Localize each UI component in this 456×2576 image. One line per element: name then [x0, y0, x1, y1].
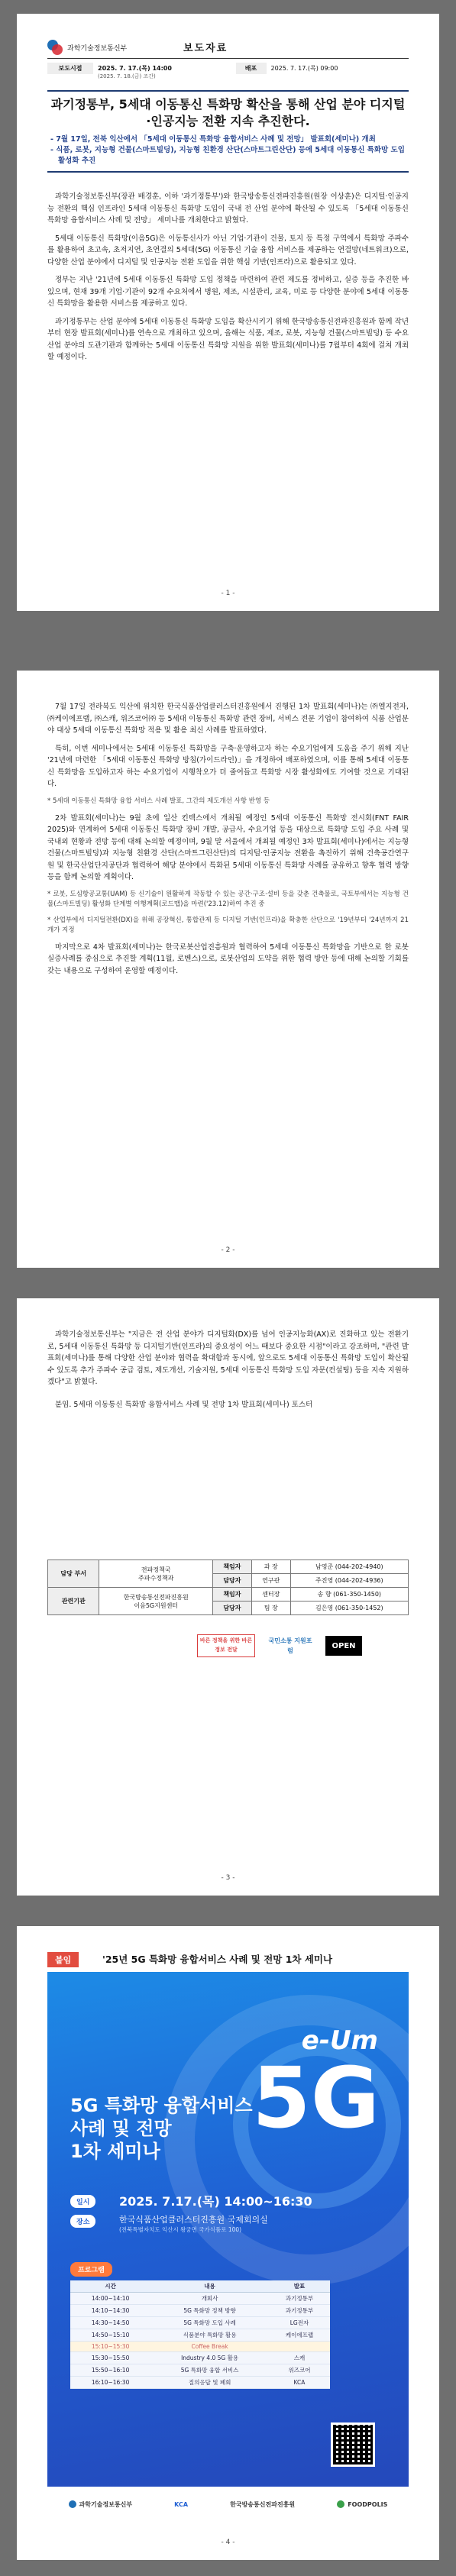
- paragraph: 특히, 이번 세미나에서는 5세대 이동통신 특화망을 구축·운영하고자 하는 수요기업에게 도움을 주기 위해 지난 '21년에 마련한 「5세대 이동통신 특화망 방침(가이드라인)」을 개정하여 배포하였으며, 이를 통해 5세대 이동통신 특화망을 도입하고자 하는 수요기업이 시행착오가 더 줄어들고 특화망 시장 활성화에도 기여할 것으로 기대된다.: [47, 744, 409, 788]
- table-row: [48, 1588, 409, 1602]
- embargo-row: [47, 63, 409, 82]
- table-header-row: 시간 내용 발표: [70, 2280, 330, 2293]
- page-number: - 2 -: [221, 1246, 235, 1254]
- name-cell: 송 향 (061-350-1450): [290, 1588, 408, 1602]
- role-cell: 담당자: [212, 1574, 251, 1588]
- table-row: [48, 1560, 409, 1574]
- title-cell: 센터장: [251, 1588, 290, 1602]
- footnote: * 5세대 이동통신 특화망 융합 서비스 사례 발표, 그간의 제도개선 사항 반영 등: [47, 797, 270, 805]
- 5g-logo: 5G: [252, 2049, 380, 2147]
- press-page-1: [17, 14, 439, 611]
- attachment-title: '25년 5G 특화망 융합서비스 사례 및 전망 1차 세미나: [102, 1954, 333, 1965]
- doc-type-title: 보도자료: [183, 43, 228, 54]
- release-value: 2025. 7. 17.(목) 09:00: [270, 65, 338, 72]
- eum-logo: e-Um: [301, 2025, 378, 2056]
- title-cell: 과 장: [251, 1560, 290, 1574]
- body-text: [47, 1329, 409, 1417]
- date-tag: 일시: [70, 2195, 95, 2208]
- dept-label: 담당 부서: [48, 1560, 99, 1588]
- footer-org: KCA: [174, 2500, 189, 2508]
- page-number: - 1 -: [221, 590, 235, 597]
- paragraph: 7월 17일 전라북도 익산에 위치한 한국식품산업클러스터진흥원에서 진행된 1차 발표회(세미나)는 ㈜엘지전자, ㈜케이에프랩, ㈜스캐, 위즈코어㈜ 등 5세대 이동통신 특화망 관련 장비, 서비스 전문 기업이 참여하여 식품 산업분야 대상 5세대 이동통신 특화망 적용 및 활용 최신 사례를 발표하였다.: [47, 703, 409, 735]
- role-cell: 담당자: [212, 1602, 251, 1615]
- table-row: 16:10~16:30 질의응답 및 폐회 KCA: [70, 2377, 330, 2389]
- attachment-tag: 붙임: [47, 1952, 79, 1967]
- divider: [47, 58, 409, 59]
- table-row: 14:10~14:30 5G 특화망 정책 방향 과기정통부: [70, 2305, 330, 2317]
- table-row: 14:30~14:50 5G 특화망 도입 사례 LG전자: [70, 2317, 330, 2329]
- headline: 과기정통부, 5세대 이동통신 특화망 확산을 통해 산업 분야 디지털·인공지능 전환 지속 추진한다.: [50, 97, 406, 128]
- paragraph: 과학기술정보통신부(장관 배경훈, 이하 '과기정통부')와 한국방송통신전파진흥원(원장 이상훈)은 디지털·인공지능 전환의 핵심 인프라인 5세대 이동통신 특화망 도입이 국내 전 산업 분야에 확산될 수 있도록 「5세대 이동통신 특화망 융합서비스 사례 및 전망」 세미나를 개최한다고 밝혔다.: [47, 192, 409, 225]
- ministry-logo: [47, 40, 127, 55]
- release-label: 배포: [236, 63, 267, 74]
- table-row: 14:00~14:10 개회사 과기정통부: [70, 2293, 330, 2305]
- embargo-label: 보도시점: [47, 63, 93, 74]
- summary-bullet: - 식품, 로봇, 지능형 건물(스마트빌딩), 지능형 친환경 산단(스마트그린산단) 등에 5세대 이동통신 특화망 도입 활성화 추진: [50, 146, 405, 165]
- press-page-4: [17, 1926, 439, 2560]
- footnote: * 산업부에서 디지털전환(DX)을 위해 공장혁신, 통합관제 등 디지털 기반(인프라)을 확충한 산단으로 '19년부터 '24년까지 21개가 지정: [47, 916, 409, 934]
- program-label: 프로그램: [70, 2262, 112, 2277]
- headline-box: [47, 90, 409, 173]
- paragraph: 5세대 이동통신 특화망(이음5G)은 이동통신사가 아닌 기업·기관이 건물, 토지 등 특정 구역에서 특화망 주파수를 활용하여 초고속, 초저지연, 초연결의 5세대(5G) 이동통신 기술 융합 서비스를 제공하는 연결망(네트워크)으로, 다양한 산업 분야에서 디지털 및 인공지능 전환 도입을 위한 핵심 기반(인프라)으로 활용되고 있다.: [47, 234, 409, 267]
- footnote: * 로봇, 도심항공교통(UAM) 등 신기술이 원활하게 작동할 수 있는 공간·구조·설비 등을 갖춘 건축물로, 국토부에서는 지능형 건물(스마트빌딩) 활성화 단계별 이행계획(로드맵)을 마련('23.12)하여 추진 중: [47, 890, 409, 908]
- body-text: [47, 701, 409, 983]
- policy-logo: 바른 정책을 위한 바른 정보 전달: [197, 1634, 255, 1657]
- title-cell: 팀 장: [251, 1602, 290, 1615]
- table-row: 15:30~15:50 Industry 4.0 5G 활용 스캐: [70, 2352, 330, 2364]
- ministry-emblem-icon: [47, 40, 63, 55]
- name-cell: 김은영 (061-350-1452): [290, 1602, 408, 1615]
- paragraph: 과학기술정보통신부는 "지금은 전 산업 분야가 디지털화(DX)를 넘어 인공지능화(AX)로 진화하고 있는 전환기로, 5세대 이동통신 특화망 등 디지털기반(인프라)의 중요성이 어느 때보다 중요한 시점"이라고 강조하며, "관련 발표회(세미나)를 통해 다양한 산업 분야와 협력을 확대함과 동시에, 앞으로도 5세대 이동통신 특화망 도입이 확산될 수 있도록 추가 주파수 공급 검토, 제도개선, 기술지원, 5세대 이동통신 특화망 도입 자문(컨설팅) 등을 지속 지원하겠다"고 밝혔다.: [47, 1330, 409, 1386]
- page-number: - 3 -: [221, 1874, 235, 1882]
- qr-code-icon: [331, 2422, 375, 2467]
- poster-title: 5G 특화망 융합서비스 사례 및 전망 1차 세미나: [70, 2095, 253, 2162]
- footer-org: FOODPOLIS: [337, 2500, 387, 2508]
- title-cell: 연구관: [251, 1574, 290, 1588]
- contact-table: [47, 1559, 409, 1615]
- paragraph: 정부는 지난 '21년에 5세대 이동통신 특화망 도입 정책을 마련하여 관련 제도를 정비하고, 실증 등을 추진한 바 있으며, 현재 39개 기업·기관이 92개 수요처에서 병원, 제조, 시설관리, 교육, 미로 등 다양한 분야에 5세대 이동통신 특화망을 활용한 서비스를 제공하고 있다.: [47, 276, 409, 308]
- open-logo: OPEN: [325, 1636, 362, 1656]
- page-number: - 4 -: [221, 2539, 235, 2546]
- paragraph: 마지막으로 4차 발표회(세미나)는 한국로봇산업진흥원과 협력하여 5세대 이동통신 특화망을 기반으로 한 로봇 실증사례를 중심으로 추진할 계획(11월, 로벤스)으로, 로봇산업의 도약을 위한 협력 방안 등에 대해 논의할 기회를 갖는 내용으로 구성하여 운영할 예정이다.: [47, 942, 409, 975]
- rel-label: 관련기관: [48, 1588, 99, 1615]
- name-cell: 주진영 (044-202-4936): [290, 1574, 408, 1588]
- ministry-emblem-icon: [69, 2500, 76, 2508]
- program-table: [70, 2280, 330, 2389]
- ministry-name: 과학기술정보통신부: [67, 44, 128, 53]
- summary-bullet: - 7월 17일, 전북 익산에서 「5세대 이동통신 특화망 융합서비스 사례 및 전망」 발표회(세미나) 개최: [50, 135, 376, 144]
- event-date: 2025. 7.17.(목) 14:00~16:30: [119, 2194, 312, 2209]
- dept-name: 전파정책국 주파수정책과: [99, 1560, 213, 1588]
- rel-name: 한국방송통신전파진흥원 이음5G지원센터: [99, 1588, 213, 1615]
- seminar-poster: [47, 1972, 409, 2522]
- summary-bullets: [50, 134, 406, 166]
- embargo-value: 2025. 7. 17.(목) 14:00 (2025. 7. 18.(금) 조간): [98, 65, 172, 79]
- press-page-3: [17, 1298, 439, 1896]
- table-row: 15:10~15:30 Coffee Break: [70, 2342, 330, 2352]
- footer-logos: [197, 1634, 362, 1657]
- role-cell: 책임자: [212, 1588, 251, 1602]
- attachment-note: 붙임. 5세대 이동통신 특화망 융합서비스 사례 및 전망 1차 발표회(세미나) 포스터: [55, 1400, 313, 1409]
- table-row: 15:50~16:10 5G 특화망 융합 서비스 위즈코어: [70, 2364, 330, 2377]
- footer-org: 한국방송통신전파진흥원: [230, 2500, 296, 2508]
- paragraph: 과기정통부는 산업 분야에 5세대 이동통신 특화망 도입을 확산시키기 위해 한국방송통신전파진흥원과 함께 작년부터 현장 발표회(세미나)를 연속으로 개최하고 있으며, 올해는 식품, 제조, 로봇, 지능형 건물(스마트빌딩) 등 수요 산업 분야의 도관기관과 함께하는 5세대 이동통신 특화망 지원을 위한 발표회(세미나)를 7월부터 4회에 걸쳐 개최할 예정이다.: [47, 317, 409, 361]
- event-place: 한국식품산업클러스터진흥원 국제회의실 (전북특별자치도 익산시 왕궁면 국가식품로 100): [119, 2215, 268, 2233]
- forum-logo: 국민소통 지원포럼: [268, 1637, 312, 1654]
- press-page-2: [17, 671, 439, 1268]
- body-text: [47, 191, 409, 370]
- footer-org: 과학기술정보통신부: [69, 2500, 133, 2509]
- name-cell: 남영준 (044-202-4940): [290, 1560, 408, 1574]
- poster-footer: [47, 2487, 409, 2522]
- role-cell: 책임자: [212, 1560, 251, 1574]
- paragraph: 2차 발표회(세미나)는 9월 초에 일산 킨텍스에서 개최될 예정인 5세대 이동통신 특화망 전시회(FNT FAIR 2025)와 연계하여 5세대 이동통신 특화망 장비 개발, 공급사, 수요기업 등을 대상으로 특화망 도입 주요 사례 및 국내외 현황과 전망 등에 대해 논의할 예정이며, 9월 말 서울에서 개최될 예정인 3차 발표회(세미나)에서는 지능형 건물(스마트빌딩)과 지능형 친환경 산단(스마트그린산단)의 디지털·인공지능 전환을 촉진하기 위해 건축공간연구원 및 한국산업단지공단과 협력하여 해당 분야에서 특화된 5세대 이동통신 특화망 사례를 공유하고 향후 협력 방향 등을 함께 논의할 계획이다.: [47, 813, 409, 881]
- place-tag: 장소: [70, 2215, 95, 2228]
- table-row: 14:50~15:10 식품분야 특화망 활용 케이에프랩: [70, 2329, 330, 2342]
- foodpolis-icon: [337, 2500, 344, 2508]
